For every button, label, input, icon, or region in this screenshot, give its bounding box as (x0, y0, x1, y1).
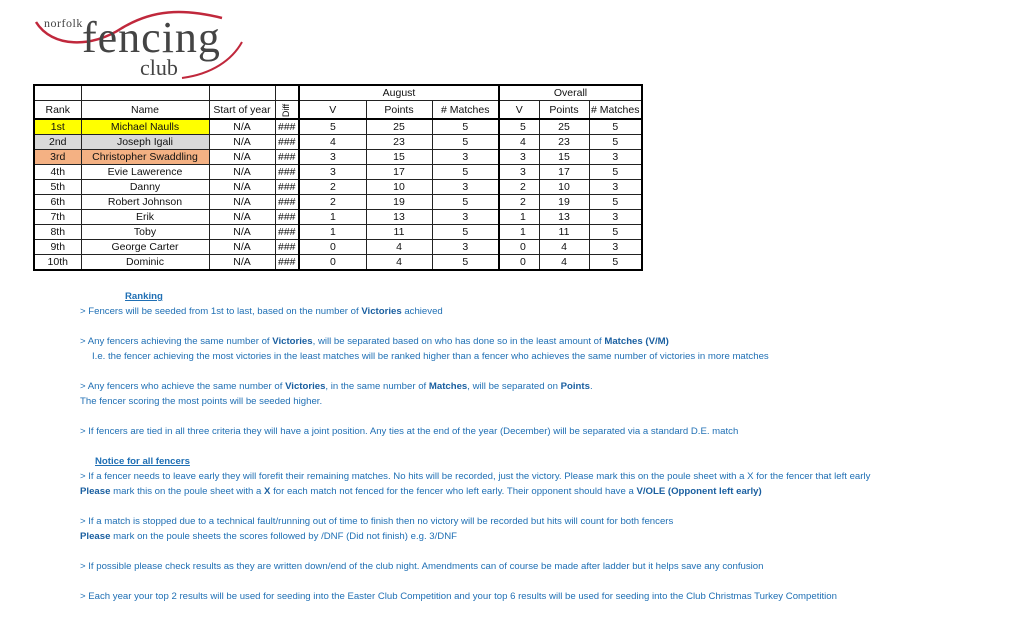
start-of-year-cell: N/A (209, 210, 275, 225)
rank-cell: 7th (34, 210, 81, 225)
overall-v-cell: 3 (499, 165, 539, 180)
rule-seeding: > Fencers will be seeded from 1st to last, based on the number of Victories achieved (80, 306, 443, 317)
start-of-year-cell: N/A (209, 165, 275, 180)
rule-same-victories-example: I.e. the fencer achieving the most victories in the least matches will be ranked higher than a fencer who achieves the same number of victories in more matches (92, 351, 769, 362)
overall-v-cell: 2 (499, 180, 539, 195)
august-points-cell: 23 (366, 135, 432, 150)
rule-points-line: The fencer scoring the most points will be seeded higher. (80, 396, 323, 407)
overall-points-cell: 10 (539, 180, 589, 195)
overall-matches-cell: 3 (589, 150, 642, 165)
rank-cell: 6th (34, 195, 81, 210)
name-header: Name (81, 101, 209, 120)
start-of-year-cell: N/A (209, 255, 275, 271)
notice-check-results: > If possible please check results as they are written down/end of the club night. Amendments can of course be made after ladder but it helps save any confusion (80, 561, 764, 572)
start-of-year-cell: N/A (209, 225, 275, 240)
august-v-cell: 2 (299, 180, 366, 195)
name-cell: Toby (81, 225, 209, 240)
table-row (34, 135, 642, 150)
start-of-year-cell: N/A (209, 119, 275, 135)
name-cell: Joseph Igali (81, 135, 209, 150)
table-row (34, 180, 642, 195)
notice-seeding-competitions: > Each year your top 2 results will be used for seeding into the Easter Club Competition and your top 6 results will be used for seeding into the Club Christmas Turkey Competition (80, 591, 837, 602)
overall-v-cell: 0 (499, 255, 539, 271)
august-matches-cell: 5 (432, 225, 499, 240)
rule-same-victories: > Any fencers achieving the same number of Victories, will be separated based on who has done so in the least amount of Matches (V/M) (80, 336, 669, 347)
diff-cell: ### (275, 135, 299, 150)
august-matches-cell: 3 (432, 180, 499, 195)
notice-heading: Notice for all fencers (95, 456, 190, 467)
column-header-row (34, 101, 642, 120)
august-matches-cell: 5 (432, 135, 499, 150)
overall-v-cell: 4 (499, 135, 539, 150)
august-group-header: August (299, 85, 499, 101)
name-cell: Evie Lawerence (81, 165, 209, 180)
ladder-body (34, 119, 642, 270)
overall-v-cell: 2 (499, 195, 539, 210)
august-points-cell: 4 (366, 240, 432, 255)
rank-cell: 1st (34, 119, 81, 135)
overall-points-header: Points (539, 101, 589, 120)
overall-points-cell: 19 (539, 195, 589, 210)
overall-group-header: Overall (499, 85, 642, 101)
start-of-year-header: Start of year (209, 101, 275, 120)
august-matches-cell: 5 (432, 165, 499, 180)
diff-cell: ### (275, 165, 299, 180)
august-matches-cell: 5 (432, 195, 499, 210)
table-row (34, 195, 642, 210)
ladder-table (33, 84, 643, 271)
august-v-cell: 3 (299, 165, 366, 180)
group-header-row (34, 85, 642, 101)
table-row (34, 150, 642, 165)
ranking-heading: Ranking (125, 291, 163, 302)
august-v-cell: 0 (299, 240, 366, 255)
overall-matches-cell: 5 (589, 135, 642, 150)
overall-points-cell: 17 (539, 165, 589, 180)
rank-cell: 3rd (34, 150, 81, 165)
overall-points-cell: 11 (539, 225, 589, 240)
overall-v-header: V (499, 101, 539, 120)
overall-matches-header: # Matches (589, 101, 642, 120)
rank-header: Rank (34, 101, 81, 120)
rule-ties: > If fencers are tied in all three criteria they will have a joint position. Any ties at the end of the year (December) will be separated via a standard D.E. match (80, 426, 739, 437)
overall-v-cell: 1 (499, 210, 539, 225)
august-points-cell: 13 (366, 210, 432, 225)
start-of-year-cell: N/A (209, 240, 275, 255)
august-points-header: Points (366, 101, 432, 120)
august-v-cell: 2 (299, 195, 366, 210)
diff-header (275, 101, 299, 120)
august-v-cell: 1 (299, 225, 366, 240)
diff-cell: ### (275, 210, 299, 225)
august-v-cell: 3 (299, 150, 366, 165)
august-matches-cell: 3 (432, 210, 499, 225)
overall-matches-cell: 3 (589, 180, 642, 195)
august-points-cell: 17 (366, 165, 432, 180)
rank-cell: 10th (34, 255, 81, 271)
diff-header-label: Diff (281, 103, 292, 117)
name-cell: Robert Johnson (81, 195, 209, 210)
overall-matches-cell: 3 (589, 210, 642, 225)
overall-matches-cell: 5 (589, 119, 642, 135)
name-cell: Michael Naulls (81, 119, 209, 135)
table-row (34, 165, 642, 180)
august-points-cell: 10 (366, 180, 432, 195)
overall-points-cell: 25 (539, 119, 589, 135)
name-cell: Danny (81, 180, 209, 195)
overall-matches-cell: 5 (589, 165, 642, 180)
overall-matches-cell: 3 (589, 240, 642, 255)
august-v-header: V (299, 101, 366, 120)
notice-leave-early: > If a fencer needs to leave early they will forefit their remaining matches. No hits will be recorded, just the victory. Please mark this on the poule sheet with a X for the fencer that left early (80, 471, 871, 482)
notice-leave-early-mark: Please mark this on the poule sheet with a X for each match not fenced for the fencer who left early. Their opponent should have a V/OLE (Opponent left early) (80, 486, 762, 497)
august-points-cell: 4 (366, 255, 432, 271)
start-of-year-cell: N/A (209, 180, 275, 195)
logo-fencing-text: fencing (82, 13, 221, 62)
start-of-year-cell: N/A (209, 195, 275, 210)
august-v-cell: 0 (299, 255, 366, 271)
overall-matches-cell: 5 (589, 255, 642, 271)
diff-cell: ### (275, 195, 299, 210)
table-row (34, 255, 642, 271)
logo-norfolk-text: norfolk (44, 16, 83, 30)
name-cell: Erik (81, 210, 209, 225)
diff-cell: ### (275, 240, 299, 255)
rank-cell: 2nd (34, 135, 81, 150)
diff-cell: ### (275, 119, 299, 135)
overall-points-cell: 23 (539, 135, 589, 150)
diff-cell: ### (275, 150, 299, 165)
table-row (34, 210, 642, 225)
overall-matches-cell: 5 (589, 195, 642, 210)
august-matches-header: # Matches (432, 101, 499, 120)
august-points-cell: 11 (366, 225, 432, 240)
august-v-cell: 5 (299, 119, 366, 135)
august-v-cell: 4 (299, 135, 366, 150)
august-matches-cell: 5 (432, 119, 499, 135)
name-cell: George Carter (81, 240, 209, 255)
start-of-year-cell: N/A (209, 150, 275, 165)
rules-notes (80, 289, 1000, 604)
august-points-cell: 25 (366, 119, 432, 135)
rank-cell: 9th (34, 240, 81, 255)
notice-dnf-mark: Please mark on the poule sheets the scores followed by /DNF (Did not finish) e.g. 3/DNF (80, 531, 458, 542)
start-of-year-cell: N/A (209, 135, 275, 150)
table-row (34, 225, 642, 240)
name-cell: Christopher Swaddling (81, 150, 209, 165)
overall-points-cell: 4 (539, 240, 589, 255)
diff-cell: ### (275, 180, 299, 195)
logo-club-text: club (140, 55, 178, 80)
overall-matches-cell: 5 (589, 225, 642, 240)
club-logo (32, 8, 252, 82)
august-matches-cell: 3 (432, 150, 499, 165)
rank-cell: 5th (34, 180, 81, 195)
overall-points-cell: 4 (539, 255, 589, 271)
august-points-cell: 15 (366, 150, 432, 165)
diff-cell: ### (275, 225, 299, 240)
rank-cell: 4th (34, 165, 81, 180)
overall-points-cell: 15 (539, 150, 589, 165)
notice-match-stopped: > If a match is stopped due to a technical fault/running out of time to finish then no victory will be recorded but hits will count for both fencers (80, 516, 674, 527)
august-points-cell: 19 (366, 195, 432, 210)
august-matches-cell: 3 (432, 240, 499, 255)
overall-v-cell: 3 (499, 150, 539, 165)
overall-v-cell: 1 (499, 225, 539, 240)
table-row (34, 240, 642, 255)
name-cell: Dominic (81, 255, 209, 271)
overall-v-cell: 0 (499, 240, 539, 255)
rule-same-matches: > Any fencers who achieve the same number of Victories, in the same number of Matches, will be separated on Points. (80, 381, 593, 392)
rank-cell: 8th (34, 225, 81, 240)
overall-points-cell: 13 (539, 210, 589, 225)
august-v-cell: 1 (299, 210, 366, 225)
august-matches-cell: 5 (432, 255, 499, 271)
diff-cell: ### (275, 255, 299, 271)
overall-v-cell: 5 (499, 119, 539, 135)
table-row (34, 119, 642, 135)
